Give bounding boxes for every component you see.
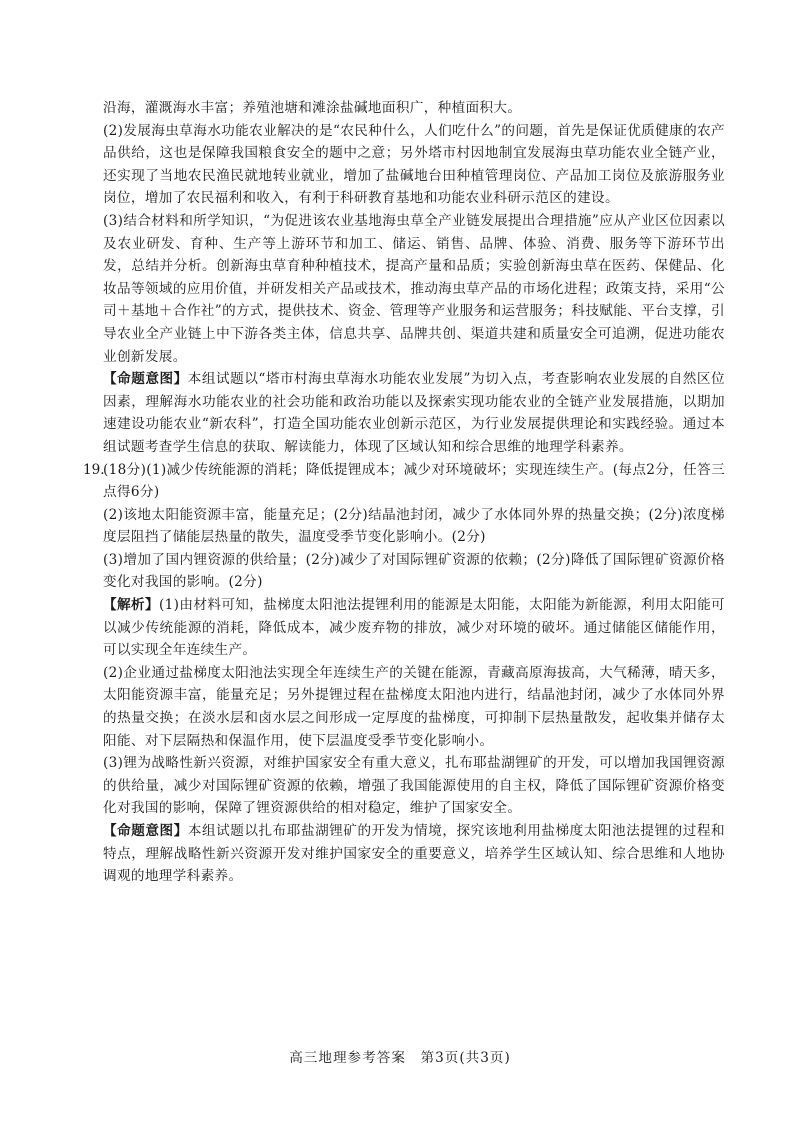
intent-paragraph-2 — [103, 820, 725, 888]
question-number: 19. — [83, 461, 105, 478]
question-19 — [83, 459, 726, 595]
intent-text: 本组试题以“塔市村海虫草海水功能农业发展”为切入点，考查影响农业发展的自然区位因素，理解海水功能农业的社会功能和政治功能以及探索实现功能农业的全链产业发展措施，以期加速建设功能农业“新农科”，打造全国功能农业创新示范区，为行业发展提供理论和实践经验。通过本组试题考查学生信息的获取、解读能力，体现了区域认知和综合思维的地理学科素养。 — [103, 371, 725, 455]
paragraph-continuation: 沿海，灌溉海水丰富；养殖池塘和滩涂盐碱地面积广，种植面积大。 — [103, 100, 522, 116]
q19-part1: (18分)(1)减少传统能源的消耗；降低提锂成本；减少对环境破坏；实现连续生产。(每点2分，任答三点得6分) — [103, 461, 726, 501]
intent-tag: 【命题意图】 — [103, 371, 188, 388]
analysis-paragraph-2: (2)企业通过盐梯度太阳池法实现全年连续生产的关键在能源，青藏高原海拔高，大气稀薄，晴天多，太阳能资源丰富，能量充足；另外提锂过程在盐梯度太阳池内进行，结晶池封闭，减少了水体同外界的热量交换；在淡水层和卤水层之间形成一定厚度的盐梯度，可抑制下层热量散发，起收集并储存太阳能、对下层隔热和保温作用，使下层温度受季节变化影响小。 — [103, 664, 725, 749]
paragraph-q3-answer: (3)结合材料和所学知识，“为促进该农业基地海虫草全产业链发展提出合理措施”应从产业区位因素以及农业研发、育种、生产等上游环节和加工、储运、销售、品牌、体验、消费、服务等下游环节出发，总结并分析。创新海虫草育种种植技术，提高产量和品质；实验创新海虫草在医药、保健品、化妆品等领域的应用价值，并研发相关产品或技术，推动海虫草产品的市场化进程；政策支持，采用“公司＋基地＋合作社”的方式，提供技术、资金、管理等产业服务和运营服务；科技赋能、平台支撑，引导农业全产业链上中下游各类主体，信息共享、品牌共创、渠道共建和质量安全可追溯，促进功能农业创新发展。 — [103, 212, 725, 365]
analysis-tag: 【解析】 — [103, 597, 159, 614]
analysis-paragraph-3: (3)锂为战略性新兴资源，对维护国家安全有重大意义，扎布耶盐湖锂矿的开发，可以增加我国锂资源的供给量，减少对国际锂矿资源的依赖，增强了我国能源使用的自主权，降低了国际锂矿资源价格变化对我国的影响，保障了锂资源供给的相对稳定，维护了国家安全。 — [103, 755, 725, 817]
analysis-paragraph-1 — [103, 594, 725, 662]
page-footer: 高三地理参考答案 第3页(共3页) — [289, 1050, 511, 1066]
q19-part2: (2)该地太阳能资源丰富，能量充足；(2分)结晶池封闭，减少了水体同外界的热量交换；(2分)浓度梯度层阻挡了储能层热量的散失，温度受季节变化影响小。(2分) — [103, 506, 725, 546]
intent-text: 本组试题以扎布耶盐湖锂矿的开发为情境，探究该地利用盐梯度太阳池法提锂的过程和特点，理解战略性新兴资源开发对维护国家安全的重要意义，培养学生区域认知、综合思维和人地协调观的地理学科素养。 — [103, 823, 725, 885]
q19-part3: (3)增加了国内锂资源的供给量；(2分)减少了对国际锂矿资源的依赖；(2分)降低了国际锂矿资源价格变化对我国的影响。(2分) — [103, 551, 725, 591]
intent-paragraph-1 — [103, 368, 725, 458]
paragraph-q2-answer: (2)发展海虫草海水功能农业解决的是“农民种什么，人们吃什么”的问题，首先是保证优质健康的农产品供给，这也是保障我国粮食安全的题中之意；另外塔市村因地制宜发展海虫草功能农业全链产业，还实现了当地农民渔民就地转业就业，增加了盐碱地台田种植管理岗位、产品加工岗位及旅游服务业岗位，增加了农民福利和收入，有利于科研教育基地和功能农业科研示范区的建设。 — [103, 122, 725, 207]
intent-tag: 【命题意图】 — [103, 823, 188, 839]
analysis-text-1: (1)由材料可知，盐梯度太阳池法提锂利用的能源是太阳能，太阳能为新能源，利用太阳能可以减少传统能源的消耗，降低成本，减少废弃物的排放，减少对环境的破坏。通过储能区储能作用，可以实现全年连续生产。 — [103, 597, 726, 659]
answer-content — [83, 97, 726, 888]
